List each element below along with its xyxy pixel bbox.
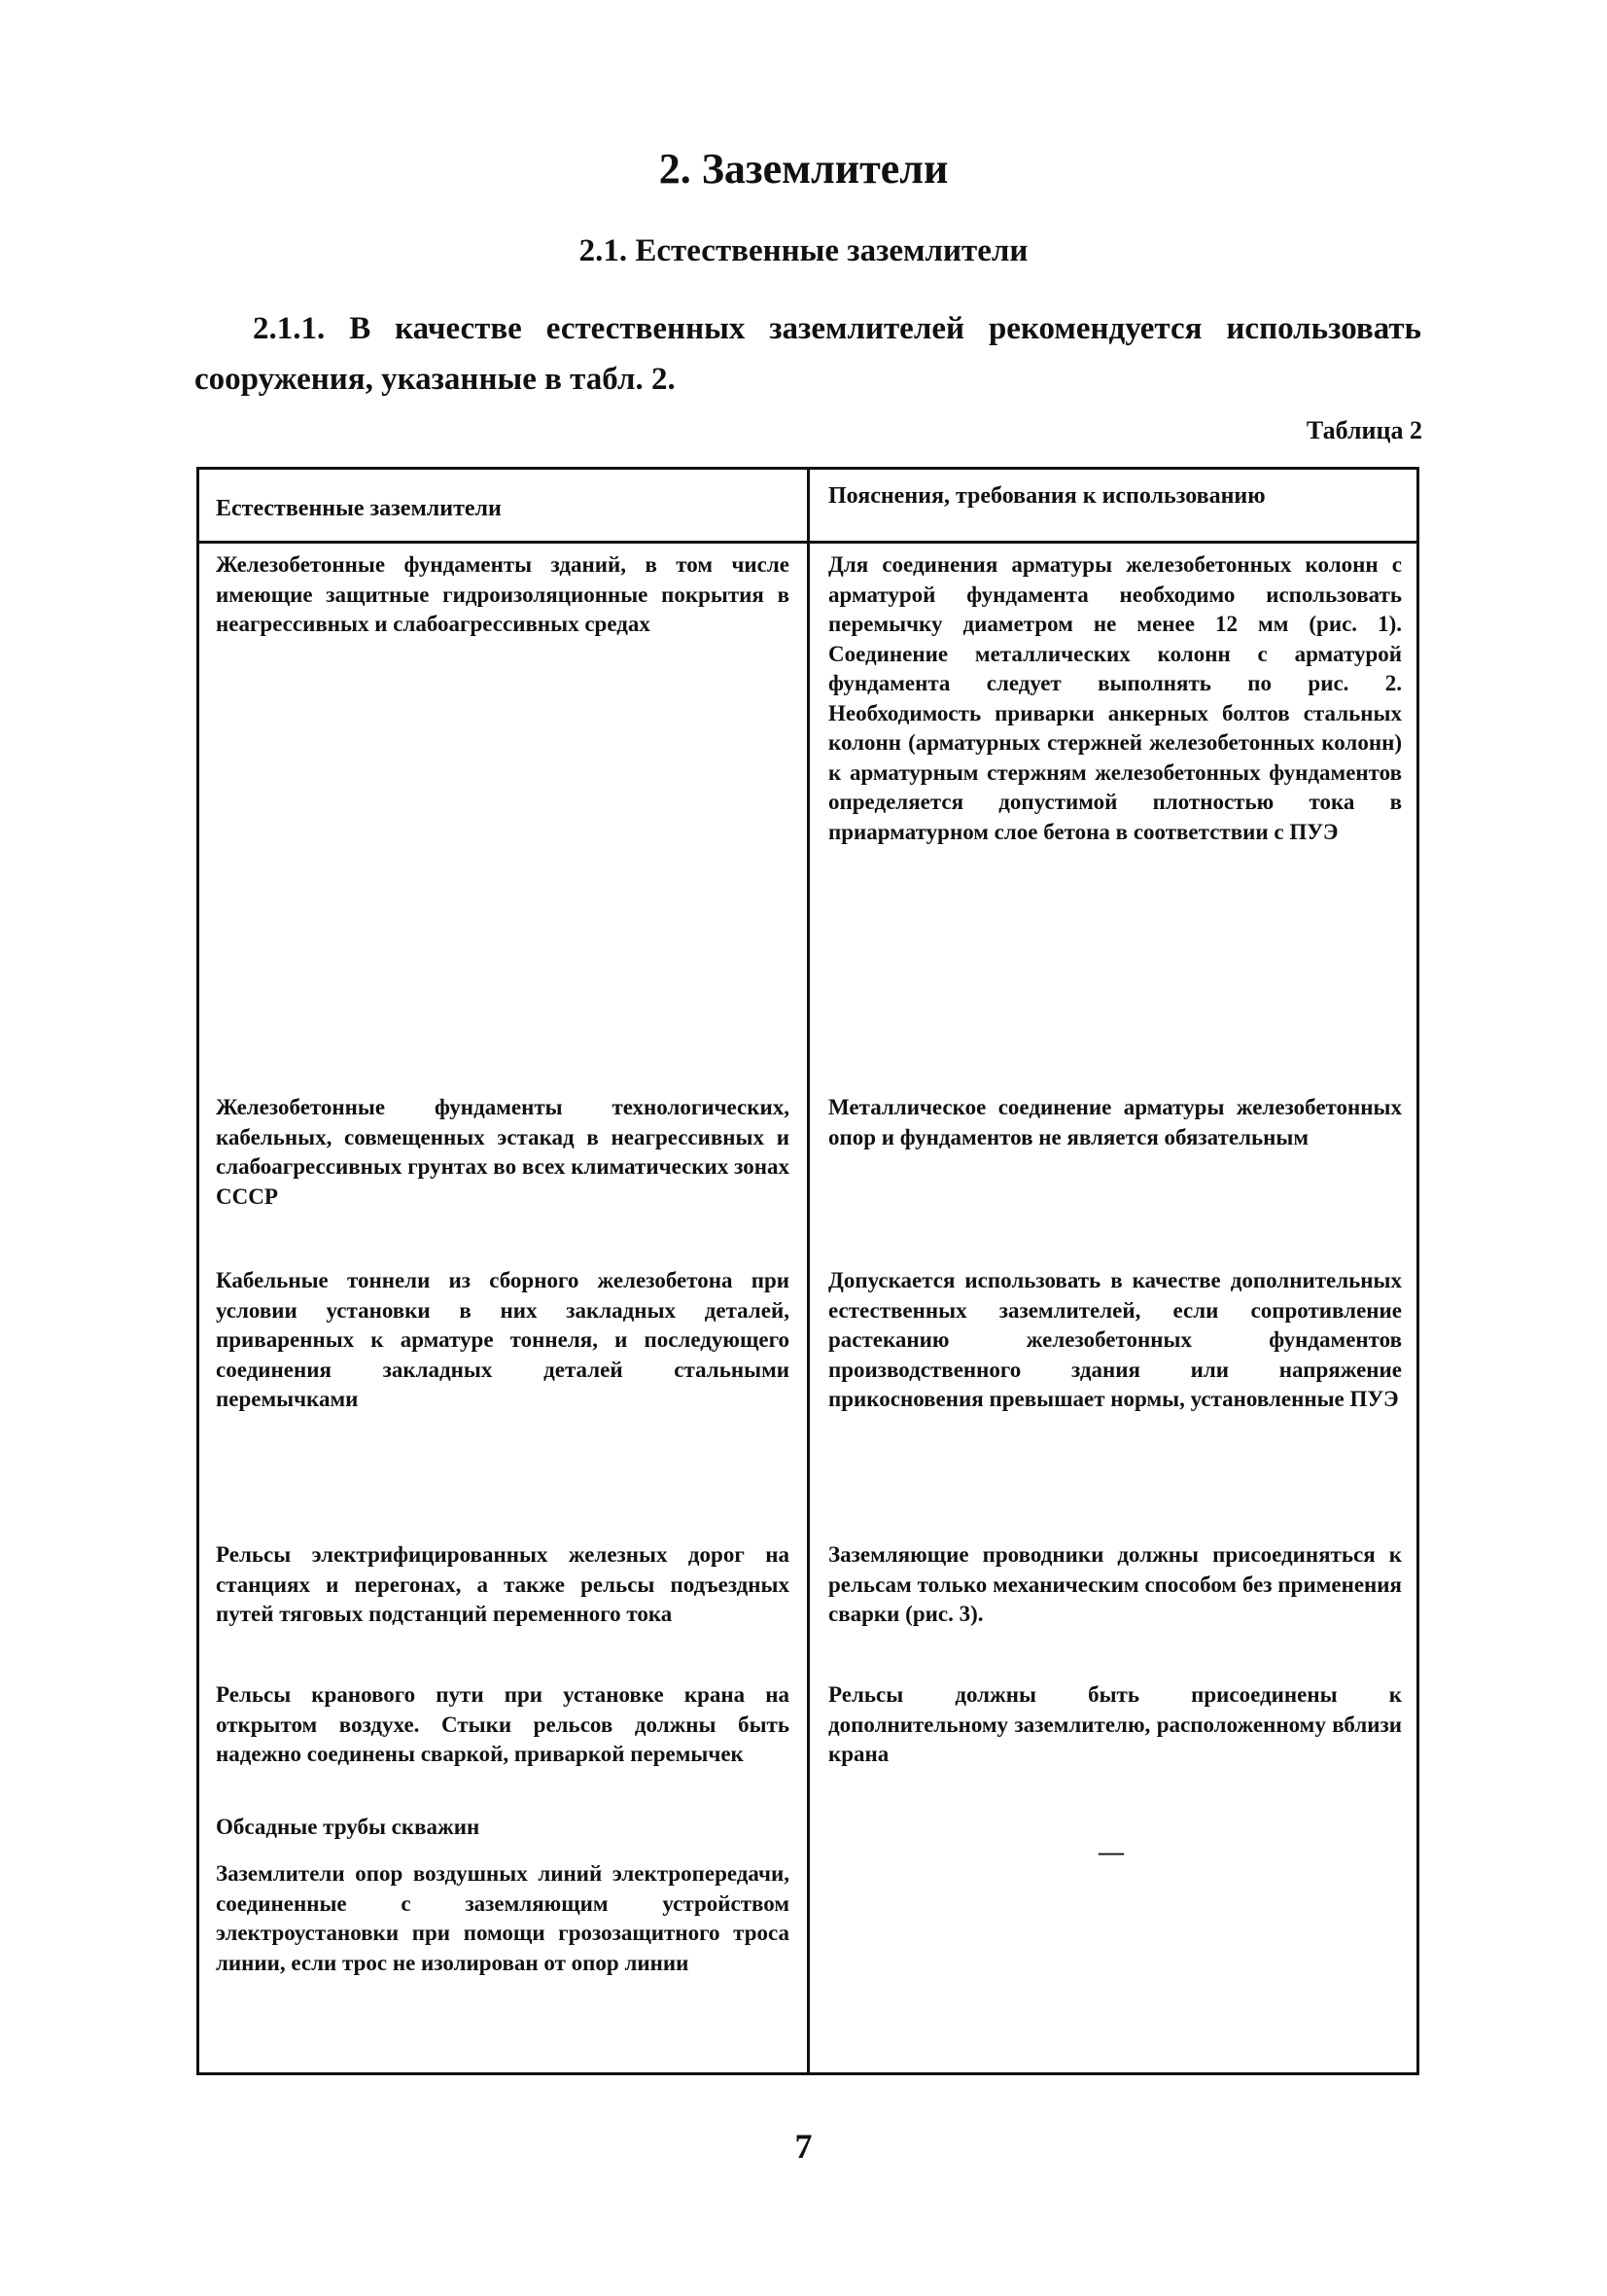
table-cell-left: Заземлители опор воздушных линий электропередачи, соединенные с заземляющим устройством электроустановки при помощи грозозащитного троса линии, если трос не изолирован от опор линии [216,1861,789,1975]
table-cell-left: Кабельные тоннели из сборного железобетона при условии установки в них закладных деталей, приваренных к арматуре тоннеля, и последующего соединения закладных деталей стальными перемычками [216,1268,789,1411]
table-header-left: Естественные заземлители [216,496,502,521]
table-column-divider [807,467,810,2075]
page-number: 7 [794,2127,813,2166]
table-cell-left: Железобетонные фундаменты зданий, в том числе имеющие защитные гидроизоляционные покрытия в неагрессивных и слабоагрессивных средах [216,552,789,636]
table-cell-right: Заземляющие проводники должны присоединяться к рельсам только механическим способом без применения сварки (рис. 3). [828,1542,1402,1626]
table-header-right: Пояснения, требования к использованию [828,483,1266,509]
intro-paragraph: 2.1.1. В качестве естественных заземлителей рекомендуется использовать сооружения, указанные в табл. 2. [194,311,1421,397]
table-cell-left: Рельсы электрифицированных железных дорог на станциях и перегонах, а также рельсы подъездных путей тяговых подстанций переменного тока [216,1542,789,1626]
section-title: 2. Заземлители [658,145,949,193]
table-cell-left: Железобетонные фундаменты технологических, кабельных, совмещенных эстакад в неагрессивных и слабоагрессивных грунтах во всех климатических зонах СССР [216,1095,789,1209]
subsection-title: 2.1. Естественные заземлители [578,233,1029,268]
table-cell-right: — [1099,1838,1124,1866]
table-cell-right: Рельсы должны быть присоединены к дополнительному заземлителю, расположенному вблизи крана [828,1682,1402,1766]
table-cell-right: Допускается использовать в качестве дополнительных естественных заземлителей, если сопротивление растеканию железобетонных фундаментов производственного здания или напряжение прикосновения превышает нормы, установленные ПУЭ [828,1268,1402,1411]
table-cell-right: Металлическое соединение арматуры железобетонных опор и фундаментов не является обязательным [828,1095,1402,1149]
table-header-separator [196,541,1419,544]
table-cell-left: Обсадные трубы скважин [216,1815,480,1839]
table-label: Таблица 2 [1306,416,1422,444]
table-cell-right: Для соединения арматуры железобетонных колонн с арматурой фундамента необходимо использовать перемычку диаметром не менее 12 мм (рис. 1). Соединение металлических колонн с арматурой фундамента следует выполнять по рис. 2. Необходимость приварки анкерных болтов стальных колонн (арматурных стержней железобетонных колонн) к арматурным стержням железобетонных фундаментов определяется допустимой плотностью тока в приарматурном слое бетона в соответствии с ПУЭ [828,552,1402,844]
table-cell-left: Рельсы кранового пути при установке крана на открытом воздухе. Стыки рельсов должны быть надежно соединены сваркой, приваркой перемычек [216,1682,789,1766]
